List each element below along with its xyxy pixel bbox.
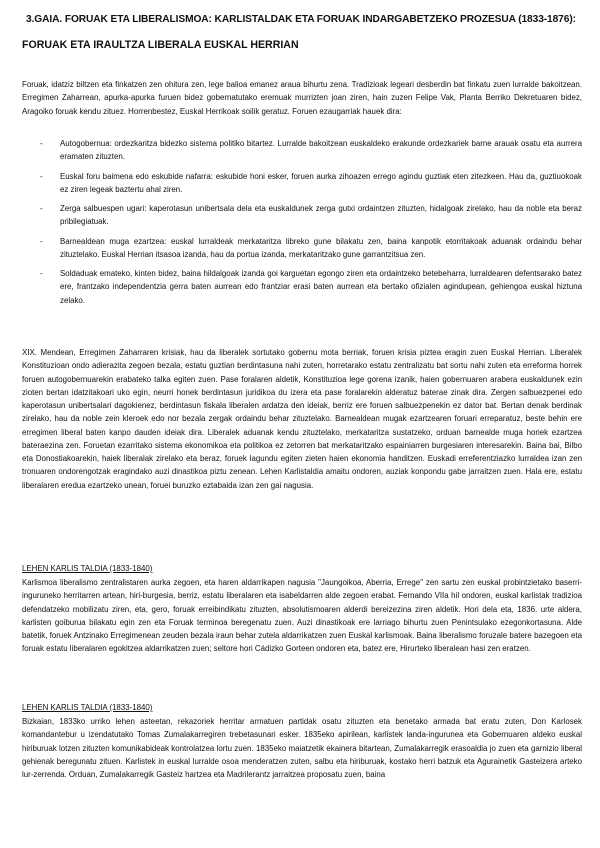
list-item: - Barnealdean muga ezartzea: euskal lurraldeak merkataritza libreko gune bilakatu zen, baina kanpotik etorritakoak aduanak ordaindu behar zituztelako. Euskal Herrian itsasoa izanda, hau da portua izanda, merkataritzako gune garrantzitsua zen. xyxy=(60,235,582,262)
list-item: - Soldaduak ematekо, kinten bidez, baina hildalgoak izanda goi karguetan egongo ziren eta ordaintzeko betebeharra, lurraldearen defentsarako batez ere, frantzako independentzia gerra baten aurrean edo frantziar erasi baten aurrean eta bertako ofizialen agindupean, gehiengoa euskal hiztuna zelako. xyxy=(60,267,582,307)
list-item: - Zerga salbuespen ugari: kaperotasun unibertsala dela eta euskaldunek zerga gutxi ordaintzen zituzten, hidalgoak zirelako, hau da noble eta beraz pribilegiatuak. xyxy=(60,202,582,229)
foru-features-list xyxy=(60,137,582,313)
list-item: - Autogobernua: ordezkaritza bidezko sistema politiko bitartez. Lurralde bakoitzean euskaldeko erakunde ordezkariek barne arauak osatu eta aurrera eramaten zituzten. xyxy=(60,137,582,164)
intro-paragraph: Foruak, idatziz biltzen eta finkatzen zen ohitura zen, lege balioa emanez araua bihurtu zena. Tradizioak legeari desberdin bat finkatu zuen lurralde bakoitzean. Erregimen Zaharrean, apurka-apurka furuen bidez gobernatutako eremuak murrizten joan ziren, hain zuzen Felipe Vak, Planta Berriko Dekretuaren bidez, Aragoiko foruak kendu zituez. Horrenbestez, Euskal Herrikoak soilik geratuz. Foruen ezaugarriak hauek dira: xyxy=(22,80,582,116)
bizkaia-paragraph: Bizkaian, 1833ko urriko lehen asteetan, rekazoriek herritar armatuen partidak osatu zituzten eta benetako armada bat eratu zuten, Don Karlosek komandantebur u izendatutako Tomas Zumalakarregiren trebetasunari esker. 1835eko apirilean, karlistek landa-ingurunea eta Gobernuaren aldeko euskal hiriburuak lotzen zituzten komunikabideak kontrolatzea lortu zuen. 1835eko maiatzetik ekainera bitartean, Zumalakarregik erasoaldia jo zuen eta garnizio liberal gehienak beregunatu zituen. Karlistek in euskal lurralde osoa menderatzen zuten, salbu eta hiriburuak, kostako herri batzuk eta Agurainetik Gasteizera arteko lur-zerrenda. Orduan, Zumalakarregik Gasteiz hartzea eta Madrilerantz jarraitzea proposatu zuen, baina xyxy=(22,717,582,779)
carlism-paragraph: Karlismoa liberalismo zentralistaren aurka zegoen, eta haren aldarrikapen nagusia "Jaungoikoa, Aberria, Errege" zen sartu zen euskal probintzietako baserri-inguruneko herritarren artean, hiri-burgesia, berriz, estatu liberalaren eta isabeldarren alde zegoen erabat. Fernando VIIa hil ondoren, euskal karlistak tradizioa defendatzeko mobilizatu ziren, eta, gero, foruak erreibindikatu zituzten, absolutismoaren alderdi bereizezina ziren aldetik. Hori dela eta, 1836. urte aldera, karlisten goiburua bilakatu egin zen eta Foruak terminoa beregenatu zuen. Auzi dinastikoak ere larriago bihurtu zuen Penintsulako ezegonkortasuna. Alde batetik, foruek Antzinako Erregimenean zeuden bezala iraun behar zutela aldarrikatzen zuen Euskal karlismoak. Baina liberalismo foruzale batere bazegoen eta foruak estatu liberalaren egokitzea aldarrikatzen zuen; seltore hori Cádizko Gorteen ondoren eta, batez ere, Hirurteko liberalean hasi zen eratzen. xyxy=(22,578,582,654)
chapter-title: 3.GAIA. FORUAK ETA LIBERALISMOA: KARLISTALDAK ETA FORUAK INDARGABETZEKO PROZESUA (1833-1876): xyxy=(26,14,576,25)
section-heading-first-carlist-war-2: LEHEN KARLIS TALDIA (1833-1840) xyxy=(22,703,153,712)
list-item: - Euskal foru baimena edo eskubide nafarra: eskubide honi esker, foruen aurka zihoazen errego agindu guztiak eten zitezkeen. Hau da, guztiuokoak ez ziren legeak baztertu ahal ziren. xyxy=(60,170,582,197)
section-heading-first-carlist-war: LEHEN KARLIS TALDIA (1833-1840) xyxy=(22,564,153,573)
chapter-subtitle: FORUAK ETA IRAULTZA LIBERALA EUSKAL HERRIAN xyxy=(22,39,299,51)
context-paragraph: XIX. Mendean, Erregimen Zaharraren krisiak, hau da liberalek sortutako gobernu mota berriak, foruen krisia piztea eragin zuen Euskal Herrian. Liberalek Konstituzioan ondo adierazita zegoen bezala, estatu guztian berdintasuna nahi zuten, horretarako estatu zentralizatu bat sortu nahi zuten eta erreforma horrek foruen autogobernuarekin erabateko talka egiten zuen. Pase foralaren aldetik, Konstituzioa lege gorena izanik, haien gobernuaren arabera euskaldunek ezin zioten bertan idatzitakoari uko egin, neurri honek berdintasun juridikoa du izera eta pase foralarekin alderatuz baterae zinak dira. Zergen salbuezpenei edo kaperotasun unibertsalari dagokienez, berdintasun fiskala liberalen ardatza den ideiak, berriz ere foruen salbuezpenekin ez dator bat. Bertan denak berdinak zirelako, hau da noble zein kleroek edo nor bezala zergak ordaindu behar zituztelako. Barnealdean mugak ezartzearen foruari erreparatuz, beste behin ere erregimen liberal baten kanpo dauden ideiak dira. Liberalek aduanak kendu zituztelako, merkataritza sustatzeko, orduan barnealde muga horiek ezartzea bateraezina zen. Foruetan ezarritako sistema ekonomikoa eta politikoa ez zetorren bat merkataritzako espainiarren burgesiaren interesarekin. Baina bai, Bilbo eta Donostiakoarekin, haiek liberalak zirelako eta beraz, foruek lagundu egiten zieten haien ekonomia handitzen. Euskadi erreferentziazko lurraldea izan zen tronuaren ondorengotzak eragindako auzi dinastikoa piztu zenean. Lehen Karlistaldia amaitu ondoren, auziak konpondu gabe jarraitzen zuen. Hala ere, estatu liberalaren eredua ezartzeko unean, foruei buruzko eztabaida izan zen gai nagusia. xyxy=(22,348,582,490)
